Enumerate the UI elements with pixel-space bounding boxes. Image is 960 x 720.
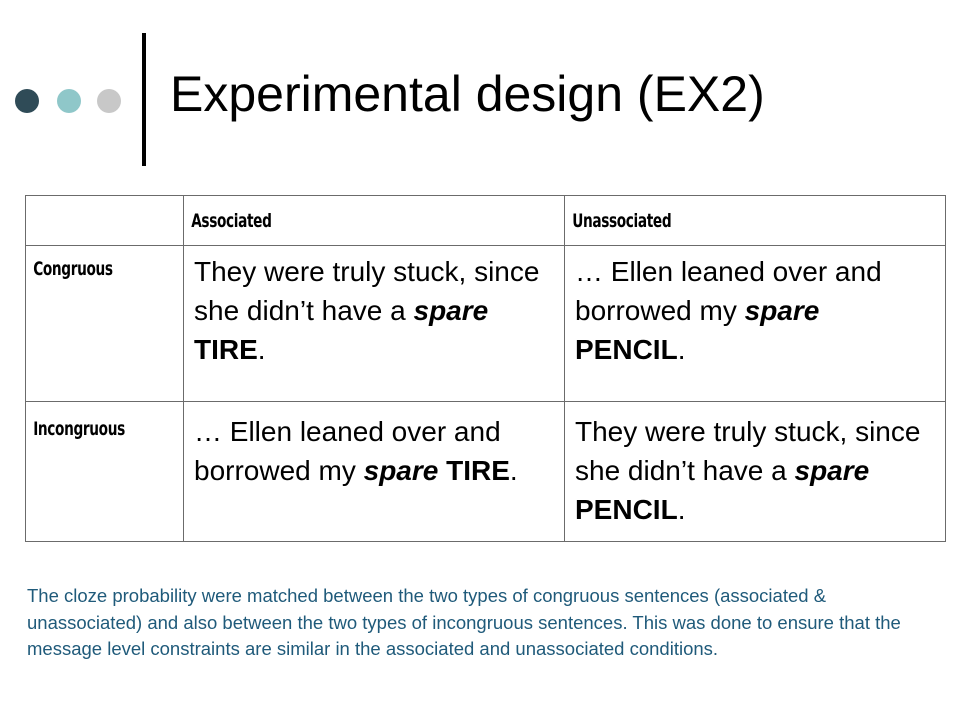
row-header-label: Congruous bbox=[33, 258, 113, 280]
sentence-end: . bbox=[257, 334, 266, 365]
sentence-target-word: TIRE bbox=[446, 455, 510, 486]
decor-dot-teal bbox=[57, 89, 81, 113]
sentence-cell bbox=[565, 402, 946, 542]
sentence-adjective: spare bbox=[413, 295, 489, 326]
decor-dot-dark bbox=[15, 89, 39, 113]
sentence-end: . bbox=[677, 494, 686, 525]
sentence-target-word: PENCIL bbox=[575, 494, 678, 525]
header-cell-unassociated bbox=[565, 196, 946, 246]
row-header-incongruous bbox=[26, 402, 184, 542]
sentence-cell bbox=[184, 402, 565, 542]
sentence-text bbox=[565, 402, 945, 529]
table-header-row bbox=[26, 196, 946, 246]
sentence-end: . bbox=[509, 455, 518, 486]
sentence-target-word: PENCIL bbox=[575, 334, 678, 365]
decor-dot-gray bbox=[97, 89, 121, 113]
col-header-label: Associated bbox=[191, 210, 272, 232]
sentence-space bbox=[438, 455, 446, 486]
sentence-adjective: spare bbox=[363, 455, 439, 486]
sentence-target-word: TIRE bbox=[194, 334, 258, 365]
sentence-adjective: spare bbox=[744, 295, 820, 326]
sentence-text bbox=[184, 402, 564, 490]
sentence-lead: They were truly stuck, since she didn’t have a bbox=[575, 416, 921, 486]
sentence-cell bbox=[184, 246, 565, 402]
title-divider bbox=[142, 33, 146, 166]
sentence-lead: They were truly stuck, since she didn’t have a bbox=[194, 256, 540, 326]
col-header-label: Unassociated bbox=[572, 210, 672, 232]
page-title: Experimental design (EX2) bbox=[170, 66, 765, 122]
sentence-adjective: spare bbox=[794, 455, 870, 486]
sentence-cell bbox=[565, 246, 946, 402]
sentence-lead: … Ellen leaned over and borrowed my bbox=[194, 416, 501, 486]
sentence-text bbox=[565, 246, 945, 369]
corner-cell bbox=[26, 196, 184, 246]
header-cell-associated bbox=[184, 196, 565, 246]
table-row bbox=[26, 402, 946, 542]
sentence-lead: … Ellen leaned over and borrowed my bbox=[575, 256, 882, 326]
sentence-end: . bbox=[677, 334, 686, 365]
table-row bbox=[26, 246, 946, 402]
row-header-congruous bbox=[26, 246, 184, 402]
footnote: The cloze probability were matched between the two types of congruous sentences (associated & unassociated) and also between the two types of incongruous sentences. This was done to ensure that the message level constraints are similar in the associated and unassociated conditions. bbox=[27, 585, 901, 659]
sentence-text bbox=[184, 246, 564, 369]
design-table bbox=[25, 195, 946, 542]
row-header-label: Incongruous bbox=[33, 418, 125, 440]
